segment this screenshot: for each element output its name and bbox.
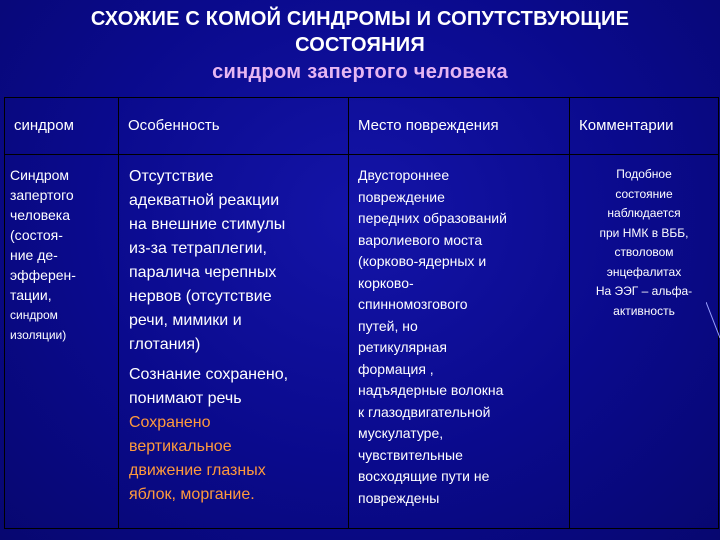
feature-highlight-line: вертикальное <box>129 438 232 455</box>
syndrome-line-small: синдром <box>10 308 58 322</box>
header-feature: Особенность <box>119 98 349 155</box>
feature-highlight-line: движение глазных <box>129 462 266 479</box>
feature-line: глотания) <box>129 336 201 353</box>
feature-line: Отсутствие <box>129 168 214 185</box>
feature-line: нервов (отсутствие <box>129 288 272 305</box>
syndrome-line: тации, <box>10 287 52 303</box>
feature-highlight-line: Сохранено <box>129 414 211 431</box>
slide-subtitle: синдром запертого человека <box>212 61 508 83</box>
syndrome-line: человека <box>10 207 71 223</box>
cell-location <box>349 155 570 529</box>
feature-line: понимают речь <box>129 390 242 407</box>
feature-line: на внешние стимулы <box>129 216 286 233</box>
header-syndrome: синдром <box>5 98 119 155</box>
feature-line: речи, мимики и <box>129 312 242 329</box>
comment-line: Подобное <box>616 167 672 181</box>
title-line-1: СХОЖИЕ С КОМОЙ СИНДРОМЫ И СОПУТСТВУЮЩИЕ <box>90 8 630 30</box>
feature-line: паралича черепных <box>129 264 277 281</box>
location-line: спинномозгового <box>358 296 468 312</box>
syndrome-table <box>4 97 719 529</box>
cell-syndrome <box>5 155 119 529</box>
syndrome-line: запертого <box>10 187 74 203</box>
comment-line: состояние <box>615 186 673 201</box>
header-location: Место повреждения <box>349 98 570 155</box>
title-line-2: СОСТОЯНИЯ <box>295 34 425 56</box>
slide-title <box>0 6 720 85</box>
cell-feature <box>119 155 349 529</box>
location-line: корково- <box>358 274 414 291</box>
feature-highlight-line: яблок, моргание. <box>129 486 255 503</box>
location-line: Двустороннее <box>358 167 450 183</box>
header-comments: Комментарии <box>570 98 719 155</box>
table-header-row <box>5 98 719 155</box>
comment-line: энцефалитах <box>606 264 682 279</box>
comment-line: при НМК в ВББ, <box>599 225 689 240</box>
location-line: к глазодвигательной <box>358 403 491 420</box>
location-line: мускулатуре, <box>358 425 444 441</box>
location-line: ретикулярная <box>358 339 447 355</box>
feature-line: из-за тетраплегии, <box>129 240 267 257</box>
table-row <box>5 155 719 529</box>
syndrome-line-small: изоляции) <box>10 328 67 342</box>
syndrome-line: Синдром <box>10 167 70 183</box>
location-line: повреждены <box>358 489 440 506</box>
cell-comment <box>570 155 719 529</box>
syndrome-line: эфферен- <box>10 267 76 283</box>
location-line: чувствительные <box>358 446 463 463</box>
location-line: надъядерные волокна <box>358 382 504 398</box>
comment-line: На ЭЭГ – альфа- <box>595 284 693 298</box>
comment-line: наблюдается <box>607 206 681 220</box>
feature-line: адекватной реакции <box>129 192 280 209</box>
location-line: повреждение <box>358 188 445 205</box>
syndrome-line: ние де- <box>10 247 58 263</box>
location-line: (корково-ядерных и <box>358 253 487 269</box>
comment-line: стволовом <box>614 245 674 259</box>
decorative-stroke <box>706 302 720 342</box>
location-line: передних образований <box>358 210 507 226</box>
location-line: путей, но <box>358 317 418 334</box>
location-line: формация , <box>358 360 434 377</box>
feature-line: Сознание сохранено, <box>129 366 289 383</box>
syndrome-line: (состоя- <box>10 227 63 243</box>
location-line: восходящие пути не <box>358 468 490 484</box>
location-line: варолиевого моста <box>358 231 483 248</box>
comment-line: активность <box>613 303 675 318</box>
